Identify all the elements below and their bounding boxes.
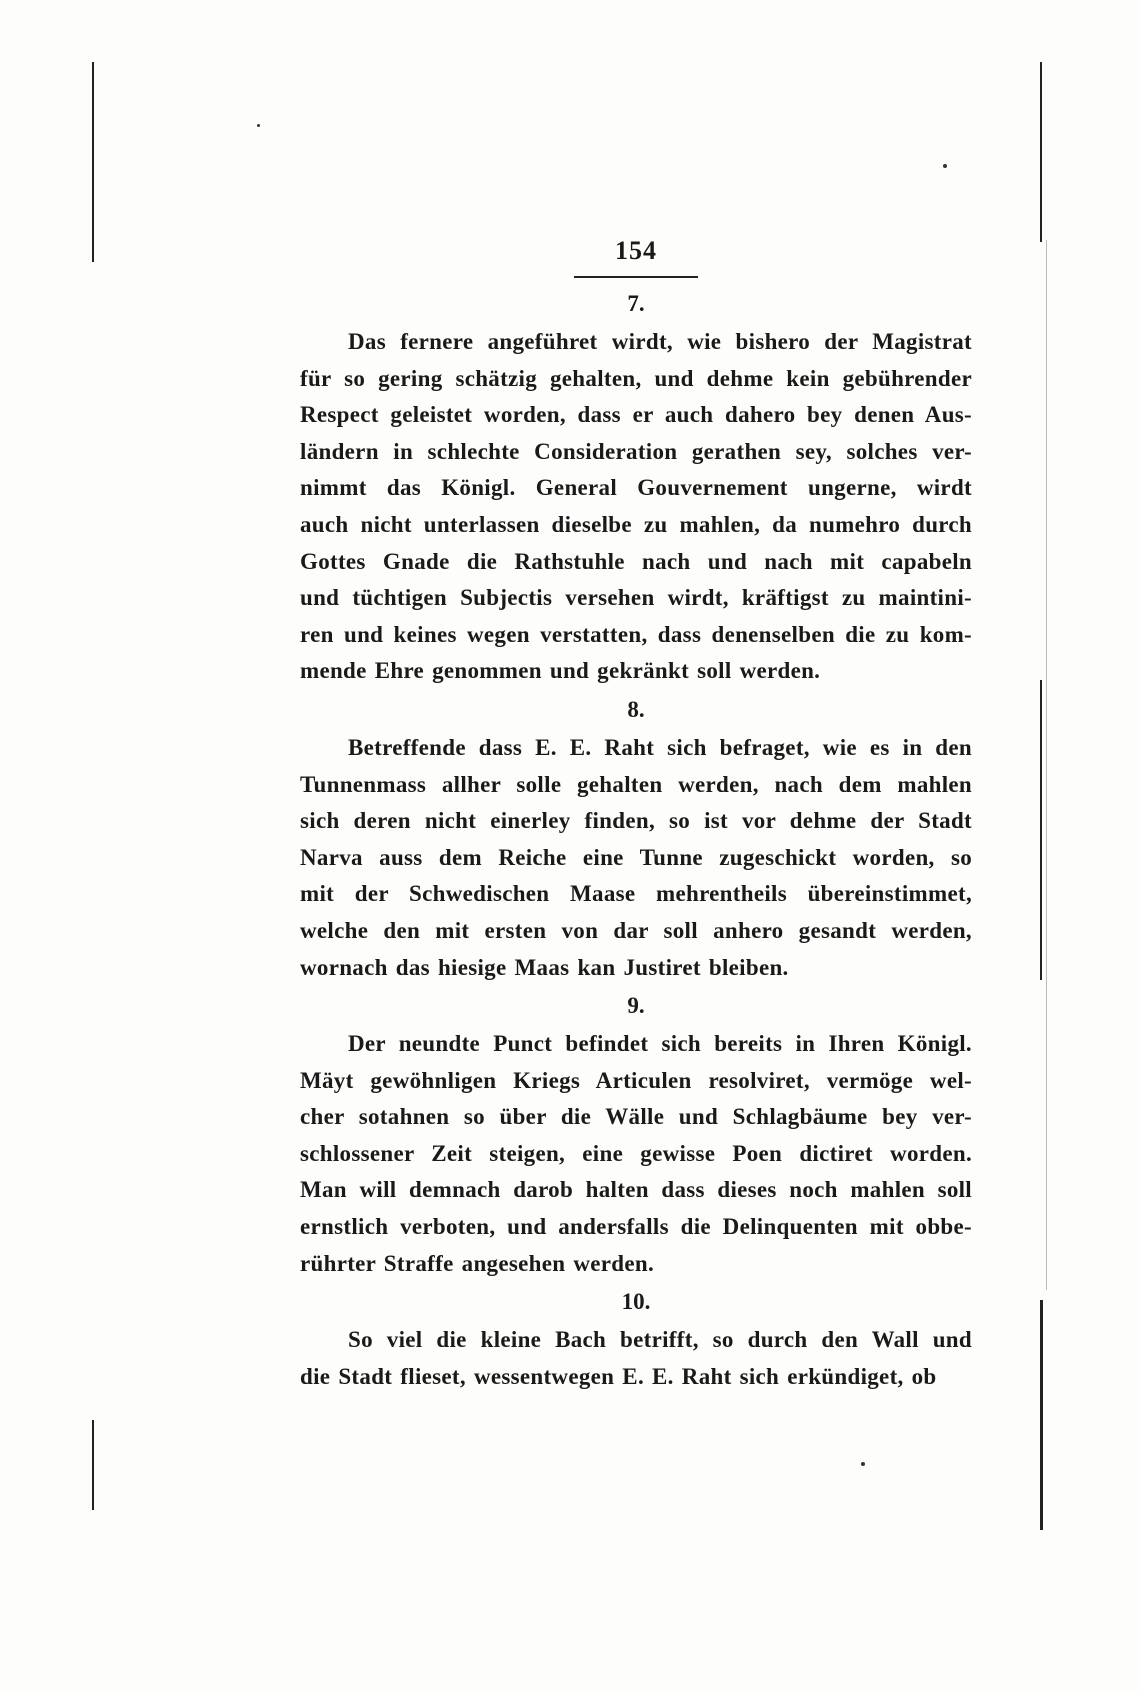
section-paragraph bbox=[300, 1026, 972, 1282]
text-line: sich deren nicht einerley finden, so ist vor dehme der Stadt bbox=[300, 808, 972, 834]
page-text bbox=[300, 236, 972, 1395]
text-line: Narva auss dem Reiche eine Tunne zugeschickt worden, so bbox=[300, 844, 972, 870]
right-scan-edge-lower bbox=[1040, 1300, 1043, 1530]
section-paragraph bbox=[300, 324, 972, 690]
page-number: 154 bbox=[615, 236, 657, 265]
text-line: ländern in schlechte Consideration gerathen sey, solches ver- bbox=[300, 438, 972, 464]
sections-container bbox=[300, 288, 972, 1395]
text-line: auch nicht unterlassen dieselbe zu mahlen, da numehro durch bbox=[300, 511, 972, 537]
text-line: Betreffende dass E. E. Raht sich befraget, wie es in den bbox=[348, 734, 972, 760]
section-number: 9. bbox=[627, 993, 645, 1019]
text-line: mende Ehre genommen und gekränkt soll werden. bbox=[300, 658, 821, 684]
text-line: mit der Schwedischen Maase mehrentheils übereinstimmet, bbox=[300, 881, 972, 907]
text-line: ernstlich verboten, und andersfalls die Delinquenten mit obbe- bbox=[300, 1214, 972, 1240]
section-paragraph bbox=[300, 730, 972, 986]
text-line: für so gering schätzig gehalten, und dehme kein gebührender bbox=[300, 365, 972, 391]
text-line: So viel die kleine Bach betrifft, so durch den Wall und bbox=[348, 1327, 972, 1353]
text-line: die Stadt flieset, wessentwegen E. E. Raht sich erkündiget, ob bbox=[300, 1363, 937, 1389]
left-scan-edge bbox=[92, 62, 94, 262]
text-line: Das fernere angeführet wirdt, wie bishero der Magistrat bbox=[348, 329, 972, 354]
text-line: cher sotahnen so über die Wälle und Schlagbäume bey ver- bbox=[300, 1104, 972, 1130]
section-paragraph bbox=[300, 1322, 972, 1395]
text-line: Mäyt gewöhnligen Kriegs Articulen resolviret, vermöge wel- bbox=[300, 1067, 972, 1093]
text-line: Gottes Gnade die Rathstuhle nach und nach mit capabeln bbox=[300, 548, 972, 574]
text-line: Der neundte Punct befindet sich bereits in Ihren Königl. bbox=[348, 1031, 972, 1057]
text-line: schlossener Zeit steigen, eine gewisse Poen dictiret worden. bbox=[300, 1140, 972, 1166]
right-scan-edge-mid bbox=[1040, 680, 1042, 980]
speck-top-right bbox=[943, 164, 947, 168]
section-number: 7. bbox=[627, 291, 645, 316]
speck-top-left bbox=[257, 124, 260, 127]
text-line: nimmt das Königl. General Gouvernement ungerne, wirdt bbox=[300, 475, 972, 501]
text-line: und tüchtigen Subjectis versehen wirdt, kräftigst zu maintini- bbox=[300, 585, 972, 611]
text-line: wornach das hiesige Maas kan Justiret bleiben. bbox=[300, 954, 789, 980]
right-scan-edge-thin bbox=[1046, 240, 1047, 1290]
speck-bottom-right bbox=[861, 1462, 865, 1466]
section-number: 8. bbox=[627, 696, 645, 722]
right-scan-edge bbox=[1040, 62, 1042, 242]
section-number: 10. bbox=[621, 1289, 651, 1315]
left-scan-edge-lower bbox=[92, 1420, 94, 1510]
text-line: rührter Straffe angesehen werden. bbox=[300, 1250, 655, 1276]
text-line: Respect geleistet worden, dass er auch dahero bey denen Aus- bbox=[300, 402, 972, 428]
text-line: Man will demnach darob halten dass dieses noch mahlen soll bbox=[300, 1177, 972, 1203]
text-line: ren und keines wegen verstatten, dass denenselben die zu kom- bbox=[300, 621, 972, 647]
text-line: Tunnenmass allher solle gehalten werden, nach dem mahlen bbox=[300, 771, 972, 797]
page-number-rule bbox=[574, 276, 698, 278]
text-line: welche den mit ersten von dar soll anhero gesandt werden, bbox=[300, 917, 972, 943]
